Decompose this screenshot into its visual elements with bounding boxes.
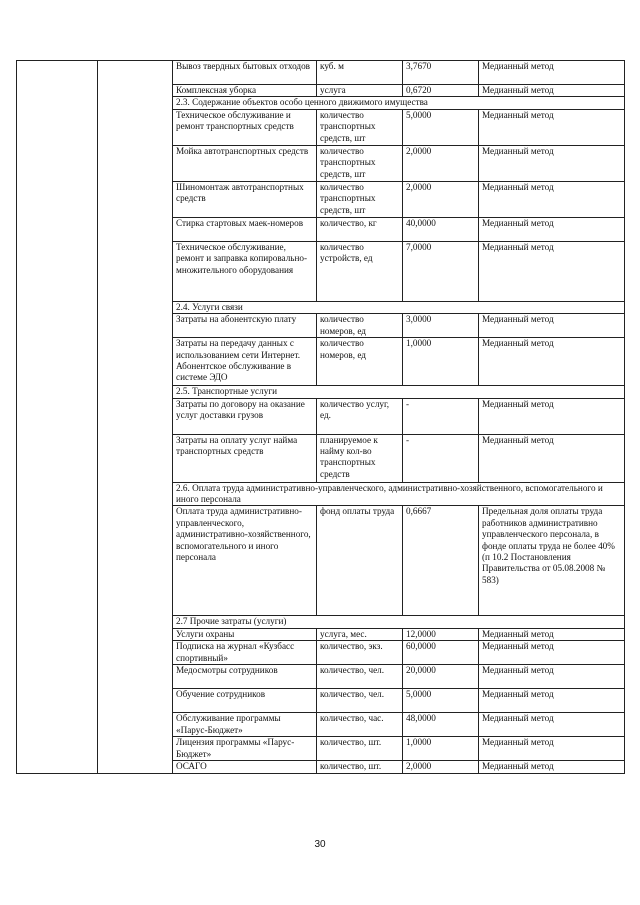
unit-cell: количество, шт. xyxy=(317,761,403,773)
unit-cell: количество транспортных средств, шт xyxy=(317,109,403,145)
unit-cell: количество транспортных средств, шт xyxy=(317,181,403,217)
method-cell: Медианный метод xyxy=(479,761,625,773)
item-name-cell: Стирка стартовых маек-номеров xyxy=(173,217,317,241)
unit-cell: количество, шт. xyxy=(317,737,403,761)
table-body xyxy=(17,61,625,774)
method-cell: Медианный метод xyxy=(479,181,625,217)
item-name-cell: Шиномонтаж автотранспортных средств xyxy=(173,181,317,217)
method-cell: Медианный метод xyxy=(479,145,625,181)
item-name-cell: Затраты по договору на оказание услуг доставки грузов xyxy=(173,398,317,434)
value-cell: 1,0000 xyxy=(403,338,479,386)
value-cell: 40,0000 xyxy=(403,217,479,241)
method-cell: Медианный метод xyxy=(479,665,625,689)
value-cell: 7,0000 xyxy=(403,241,479,301)
method-cell: Медианный метод xyxy=(479,85,625,97)
page-number: 30 xyxy=(314,839,326,850)
method-cell: Медианный метод xyxy=(479,338,625,386)
unit-cell: количество номеров, ед xyxy=(317,314,403,338)
item-name-cell: Обучение сотрудников xyxy=(173,689,317,713)
method-cell: Медианный метод xyxy=(479,398,625,434)
method-cell: Медианный метод xyxy=(479,641,625,665)
unit-cell: количество номеров, ед xyxy=(317,338,403,386)
method-cell: Предельная доля оплаты труда работников административно управленческого персонала, в фонде оплаты труда не более 40% (п 10.2 Постановления Правительства от 05.08.2008 № 583) xyxy=(479,506,625,616)
unit-cell: услуга, мес. xyxy=(317,628,403,640)
value-cell: 20,0000 xyxy=(403,665,479,689)
item-name-cell: Вывоз твердных бытовых отходов xyxy=(173,61,317,85)
item-name-cell: Затраты на оплату услуг найма транспортных средств xyxy=(173,434,317,482)
unit-cell: планируемое к найму кол-во транспортных средств xyxy=(317,434,403,482)
value-cell: 5,0000 xyxy=(403,109,479,145)
method-cell: Медианный метод xyxy=(479,737,625,761)
method-cell: Медианный метод xyxy=(479,314,625,338)
unit-cell: количество, экз. xyxy=(317,641,403,665)
method-cell: Медианный метод xyxy=(479,713,625,737)
item-name-cell: Медосмотры сотрудников xyxy=(173,665,317,689)
method-cell: Медианный метод xyxy=(479,109,625,145)
unit-cell: количество, чел. xyxy=(317,689,403,713)
blank-column-1 xyxy=(17,61,98,774)
value-cell: 3,0000 xyxy=(403,314,479,338)
value-cell: 5,0000 xyxy=(403,689,479,713)
item-name-cell: Подписка на журнал «Кузбасс спортивный» xyxy=(173,641,317,665)
unit-cell: количество транспортных средств, шт xyxy=(317,145,403,181)
value-cell: - xyxy=(403,434,479,482)
section-heading: 2.7 Прочие затраты (услуги) xyxy=(173,616,625,628)
section-heading: 2.5. Транспортные услуги xyxy=(173,386,625,398)
item-name-cell: ОСАГО xyxy=(173,761,317,773)
value-cell: - xyxy=(403,398,479,434)
item-name-cell: Лицензия программы «Парус-Бюджет» xyxy=(173,737,317,761)
unit-cell: количество устройств, ед xyxy=(317,241,403,301)
value-cell: 0,6667 xyxy=(403,506,479,616)
value-cell: 0,6720 xyxy=(403,85,479,97)
cost-norms-table xyxy=(16,60,625,774)
item-name-cell: Обслуживание программы «Парус-Бюджет» xyxy=(173,713,317,737)
value-cell: 48,0000 xyxy=(403,713,479,737)
section-heading: 2.6. Оплата труда административно-управленческого, административно-хозяйственного, вспомогательного и иного персонала xyxy=(173,482,625,506)
unit-cell: услуга xyxy=(317,85,403,97)
table-row xyxy=(17,61,625,85)
value-cell: 60,0000 xyxy=(403,641,479,665)
value-cell: 12,0000 xyxy=(403,628,479,640)
method-cell: Медианный метод xyxy=(479,241,625,301)
unit-cell: количество, чел. xyxy=(317,665,403,689)
method-cell: Медианный метод xyxy=(479,434,625,482)
value-cell: 1,0000 xyxy=(403,737,479,761)
value-cell: 2,0000 xyxy=(403,761,479,773)
unit-cell: количество, час. xyxy=(317,713,403,737)
item-name-cell: Услуги охраны xyxy=(173,628,317,640)
method-cell: Медианный метод xyxy=(479,61,625,85)
item-name-cell: Комплексная уборка xyxy=(173,85,317,97)
blank-column-2 xyxy=(98,61,173,774)
section-heading: 2.3. Содержание объектов особо ценного движимого имущества xyxy=(173,97,625,109)
section-heading: 2.4. Услуги связи xyxy=(173,301,625,313)
item-name-cell: Затраты на передачу данных с использованием сети Интернет. Абонентское обслуживание в системе ЭДО xyxy=(173,338,317,386)
item-name-cell: Затраты на абонентскую плату xyxy=(173,314,317,338)
item-name-cell: Оплата труда административно-управленческого, административно-хозяйственного, вспомогательного и иного персонала xyxy=(173,506,317,616)
unit-cell: куб. м xyxy=(317,61,403,85)
unit-cell: количество, кг xyxy=(317,217,403,241)
value-cell: 2,0000 xyxy=(403,145,479,181)
method-cell: Медианный метод xyxy=(479,689,625,713)
value-cell: 3,7670 xyxy=(403,61,479,85)
unit-cell: количество услуг, ед. xyxy=(317,398,403,434)
method-cell: Медианный метод xyxy=(479,628,625,640)
item-name-cell: Техническое обслуживание и ремонт транспортных средств xyxy=(173,109,317,145)
item-name-cell: Техническое обслуживание, ремонт и заправка копировально-множительного оборудования xyxy=(173,241,317,301)
value-cell: 2,0000 xyxy=(403,181,479,217)
method-cell: Медианный метод xyxy=(479,217,625,241)
item-name-cell: Мойка автотранспортных средств xyxy=(173,145,317,181)
unit-cell: фонд оплаты труда xyxy=(317,506,403,616)
